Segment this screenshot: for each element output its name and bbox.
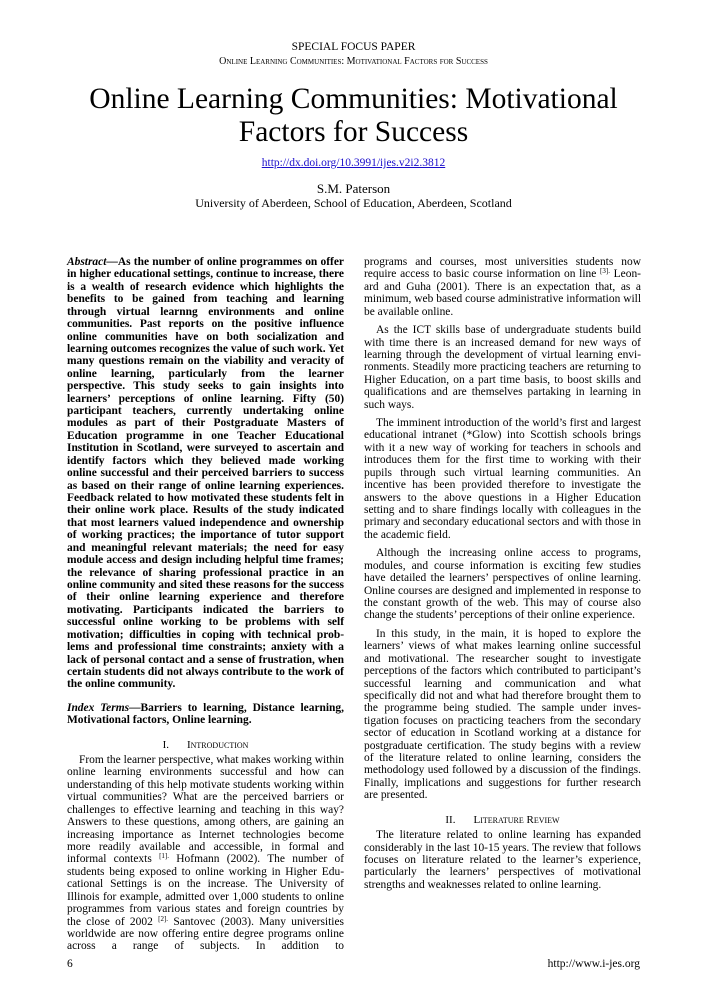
section-number: II. [445,813,456,826]
intro-paragraph-1-part-a [67,754,344,953]
right-column [364,256,641,891]
left-column [67,256,344,953]
doi-link[interactable]: http://dx.doi.org/10.3991/ijes.v2i2.3812 [261,157,446,169]
paper-title-line-2: Factors for Success [238,116,469,148]
paper-title-line-1: Online Learning Communities: Motivational [89,83,618,115]
paragraph-text: Leonard and Guha (2001). There is an expectation that, as a minimum, web based course administrative information will be available online. [364,268,641,318]
doi-line [0,156,707,170]
intro-paragraph-2: As the ICT skills base of undergraduate students build with time there is an increased demand for new ways of learning through the development of virtual learning environments. Steadily more practicing teachers are returning to Higher Education, on a part time basis, to boost skills and qualifications and are themselves partaking in learning in such ways. [364,324,641,411]
running-title: Online Learning Communities: Motivational Factors for Success [219,56,488,67]
paragraph-text: Hofmann (2002). The number of students being exposed to online working in Higher Educational Settings is on the increase. The University of Illinois for example, admitted over 1,000 students to online programmes from various states and foreign countries by the close of 2002 [67,853,345,928]
journal-url[interactable]: http://www.i-jes.org [547,958,640,970]
intro-paragraph-1-part-b [364,256,641,318]
citation-ref-2: [2]. [158,914,169,923]
section-number: I. [162,738,169,751]
author-name: S.M. Paterson [316,181,391,196]
abstract-text: —As the number of online programmes on offer in higher educational settings, continue to increase, there is a wealth of research evidence which highlights the benefits to be gained from teaching and learning through virtual learnng environments and online communities. Past reports on the positive influence online communities have on both socialization and learning outcomes recognizes the value of such work. Yet many questions remain on the viability and veracity of online learning, particularly from the learner perspective. This study seeks to gain insights into learners’ perceptions of online learning. Fifty (50) participant teachers, currently undertaking online modules as part of their Postgraduate Masters of Education programme in one Teacher Educational Institution in Scotland, were surveyed to ascertain and identify factors which they believed made working online successful and their perceived barriers to success as based on their range of online learning experiences. Feedback related to how motivated these students felt in their online work place. Results of the study indicated that most learners valued independence and ownership of working practices; the importance of tutor support and meaningful relevant materials; the need for easy module access and design including helpful time frames; the relevance of sharing professional practice in an online community and sited these reasons for the success of their online learning experience and therefore motivating. Participants indicated the barriers to successful online working to be problems with self motivation; difficulties in coping with technical problems and professional time constraints; anxiety with a lack of personal contact and a sense of frustration, when certain students did not always contribute to the work of the online community. [67,256,344,691]
paragraph-text: From the learner perspective, what makes working within online learning environments successful and how can understanding of this help motivate students working within virtual communities? What are the perceived barriers or challenges to effective learning and teaching in this way? Answers to these questions, among others, are gaining an increasing importance as Internet technologies become more readily available and accessible, in formal and informal contexts [67,754,344,866]
abstract [67,256,344,691]
section-name: Introduction [186,738,249,751]
page-number: 6 [67,958,73,970]
journal-section-label: SPECIAL FOCUS PAPER [291,41,416,53]
index-terms-label: Index Terms [67,701,130,714]
section-heading-introduction [67,739,344,751]
section-heading-literature-review [364,814,641,826]
intro-paragraph-5: In this study, in the main, it is hoped to explore the learners’ views of what makes learning online successful and motivational. The researcher sought to investigate perceptions of the factors which contributed to participant’s successful learning and communication and what specifically did not and what had therefore brought them to the programme being studied. The sample under investigation focuses on practicing teachers from the secondary sector of education in Scotland working at a distance for postgraduate certification. The study begins with a review of the literature related to online learning, considers the methodology used followed by a discussion of the findings. Finally, implications and suggestions for further research are presented. [364,627,641,802]
literature-paragraph-1: The literature related to online learning has expanded considerably in the last 10-15 years. The review that follows focuses on literature related to the learner’s experience, particularly the learners’ perspectives of motivational strengths and weaknesses related to online learning. [364,829,641,891]
index-terms [67,702,344,727]
paragraph-text: programs and courses, most universities students now require access to basic course information on line [364,256,641,281]
intro-paragraph-3: The imminent introduction of the world’s first and largest educational intranet (*Glow) into Scottish schools brings with it a new way of working for teachers in schools and introduces them for the first time to working with their pupils through such virtual learning communities. An incentive has been provided therefore to investigate the answers to the above questions in a Higher Education setting and to share findings locally with colleagues in the primary and secondary educational sectors and with those in the academic field. [364,417,641,541]
paper-title [0,83,707,149]
citation-ref-1: [1]. [159,852,169,861]
index-terms-text: —Barriers to learning, Distance learning, Motivational factors, Online learning. [67,701,344,727]
section-name: Literature Review [473,813,560,826]
paragraph-text: Santovec (2003). Many universities worldwide are now offering entire degree programs online across a range of subjects. In addition to [67,915,344,953]
intro-paragraph-4: Although the increasing online access to programs, modules, and course information is exciting few studies have detailed the learners’ perspectives of online learning. Online courses are designed and implemented in response to the constant growth of the web. This may of course also change the students’ perceptions of their online experience. [364,547,641,622]
abstract-label: Abstract [67,256,107,268]
citation-ref-3: [3]. [600,267,610,276]
author-affiliation: University of Aberdeen, School of Education, Aberdeen, Scotland [195,196,512,210]
